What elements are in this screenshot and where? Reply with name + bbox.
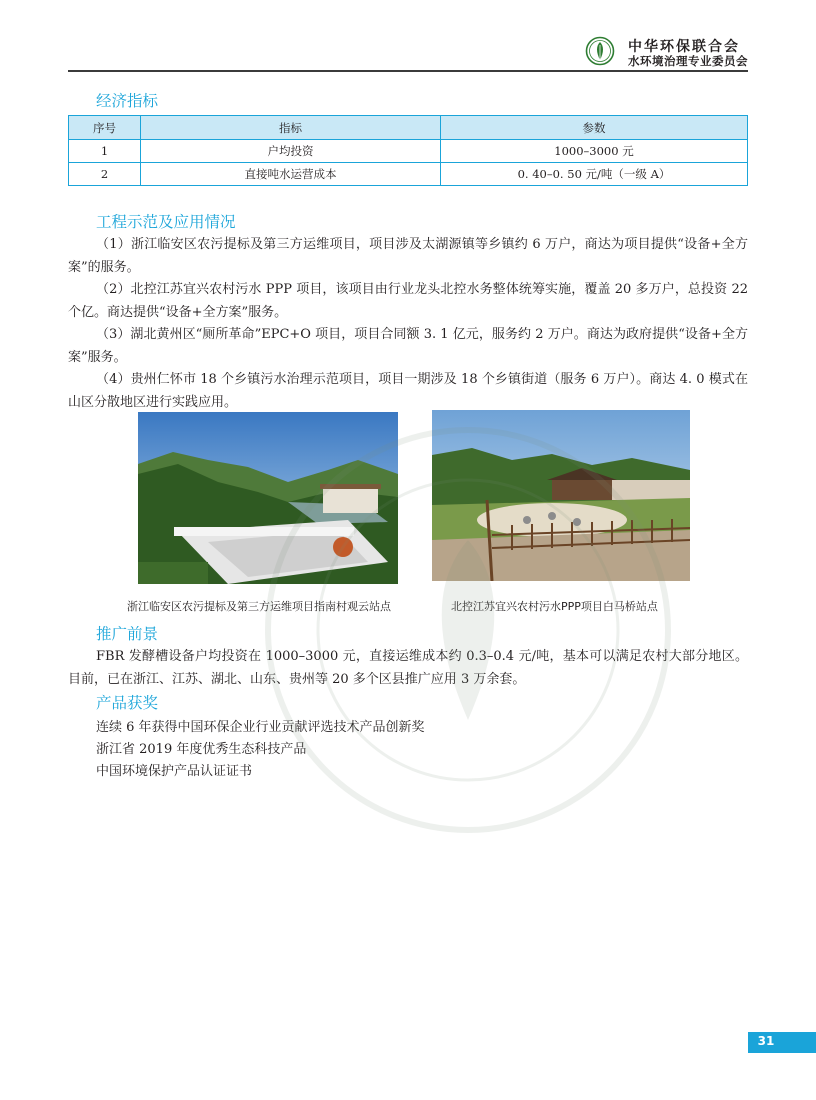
table-cell: 户均投资 — [141, 140, 441, 163]
award-item: 连续 6 年获得中国环保企业行业贡献评选技术产品创新奖 — [96, 720, 425, 735]
metrics-table — [68, 115, 748, 186]
photo-baimaqiao-station — [432, 410, 690, 581]
section-title-economic: 经济指标 — [96, 92, 159, 110]
award-item: 浙江省 2019 年度优秀生态科技产品 — [96, 742, 307, 757]
section-title-promotion: 推广前景 — [96, 625, 159, 643]
table-header-cell: 参数 — [441, 116, 748, 140]
photo-linan-station — [138, 412, 398, 584]
table-header-cell: 序号 — [69, 116, 141, 140]
engineering-paragraph: （3）湖北黄州区“厕所革命”EPC+O 项目，项目合同额 3. 1 亿元，服务约 2 万户。商达为政府提供“设备+全方案”服务。 — [68, 327, 748, 365]
table-header-cell: 指标 — [141, 116, 441, 140]
table-row — [69, 140, 748, 163]
page-number-tab — [748, 1032, 816, 1053]
org-committee: 水环境治理专业委员会 — [628, 54, 748, 68]
engineering-paragraph: （1）浙江临安区农污提标及第三方运维项目，项目涉及太湖源镇等乡镇约 6 万户，商达为项目提供“设备+全方案”的服务。 — [68, 237, 748, 275]
section-title-awards: 产品获奖 — [96, 694, 159, 712]
photo-caption-left: 浙江临安区农污提标及第三方运维项目指南村观云站点 — [127, 600, 391, 613]
table-header-row — [69, 116, 748, 140]
table-cell: 0. 40–0. 50 元/吨（一级 A） — [441, 163, 748, 186]
table-cell: 1 — [69, 140, 141, 163]
org-name: 中华环保联合会 — [628, 39, 740, 55]
table-cell: 1000–3000 元 — [441, 140, 748, 163]
photo-caption-right: 北控江苏宜兴农村污水PPP项目白马桥站点 — [451, 600, 658, 613]
table-row — [69, 163, 748, 186]
page-number: 31 — [757, 1034, 775, 1048]
section-title-engineering: 工程示范及应用情况 — [96, 213, 236, 231]
award-item: 中国环境保护产品认证证书 — [96, 764, 253, 779]
engineering-paragraph: （2）北控江苏宜兴农村污水 PPP 项目，该项目由行业龙头北控水务整体统筹实施，覆盖 20 多万户，总投资 22 个亿。商达提供“设备+全方案”服务。 — [68, 282, 748, 320]
table-cell: 2 — [69, 163, 141, 186]
promotion-paragraph: FBR 发酵槽设备户均投资在 1000–3000 元，直接运维成本约 0.3–0.4 元/吨，基本可以满足农村大部分地区。目前，已在浙江、江苏、湖北、山东、贵州等 20 多个区县推广应用 3 万余套。 — [68, 649, 748, 687]
table-cell: 直接吨水运营成本 — [141, 163, 441, 186]
header-divider — [68, 70, 748, 72]
engineering-paragraph: （4）贵州仁怀市 18 个乡镇污水治理示范项目，项目一期涉及 18 个乡镇街道（服务 6 万户）。商达 4. 0 模式在山区分散地区进行实践应用。 — [68, 372, 748, 410]
org-logo-icon — [585, 36, 615, 66]
